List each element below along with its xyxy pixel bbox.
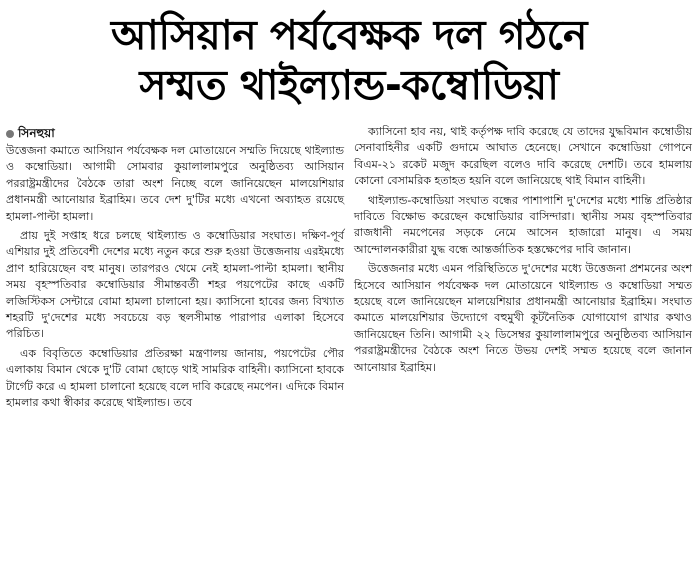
newspaper-clipping [0,10,698,565]
paragraph: এক বিবৃতিতে কম্বোডিয়ার প্রতিরক্ষা মন্ত্রণালয় জানায়, পয়পেটের পৌর এলাকায় বিমান থেকে দু'টি বোমা ছোড়ে থাই সামরিক বাহিনী। ক্যাসিনো হাবকে টার্গেট করে এ হামলা চালানো হয়েছে বলে দাবি করেছে নমপেন। এদিকে বিমান হামলার কথা স্বীকার করেছে থাইল্যান্ড। তবে [6,346,344,410]
byline [6,124,344,142]
paragraph: উত্তেজনার মধ্যে এমন পরিস্থিতিতে দু'দেশের মধ্যে উত্তেজনা প্রশমনের অংশ হিসেবে আসিয়ান পর্যবেক্ষক দল মোতায়েনে থাইল্যান্ড ও কম্বোডিয়া সম্মত হয়েছে বলে জানিয়েছেন মালয়েশিয়ার প্রধানমন্ত্রী আনোয়ার ইব্রাহিম। সংঘাত কমাতে মালয়েশিয়ার উদ্যোগে বহুমুখী কূটনৈতিক যোগাযোগ রাখার কথাও জানিয়েছেন তিনি। আগামী ২২ ডিসেম্বর কুয়ালালামপুরে অনুষ্ঠিতব্য আসিয়ান পররাষ্ট্রমন্ত্রীদের বৈঠকে অংশ নিতে উভয় দেশই সম্মত হয়েছে বলে জানান আনোয়ার ইব্রাহিম। [354,262,692,374]
paragraph: উত্তেজনা কমাতে আসিয়ান পর্যবেক্ষক দল মোতায়েনে সম্মতি দিয়েছে থাইল্যান্ড ও কম্বোডিয়া। আগামী সোমবার কুয়ালালামপুরে অনুষ্ঠিতব্য আসিয়ান পররাষ্ট্রমন্ত্রীদের বৈঠকে তারা অংশ নিচ্ছে বলে জানিয়েছেন মালয়েশিয়ার প্রধানমন্ত্রী আনোয়ার ইব্রাহিম। তবে দেশ দু'টির মধ্যে এখনো অব্যাহত রয়েছে হামলা-পাল্টা হামলা। [6,144,344,223]
headline-line-2: সম্মত থাইল্যান্ড-কম্বোডিয়া [139,61,559,109]
article-body [6,124,692,415]
paragraph: ক্যাসিনো হাব নয়, থাই কর্তৃপক্ষ দাবি করেছে যে তাদের যুদ্ধবিমান কম্বোডীয় সেনাবাহিনীর একটি গুদামে আঘাত হেনেছে। সেখানে কম্বোডিয়া গোপনে বিএম-২১ রকেট মজুদ করেছিল বলেও দাবি করেছে দেশটি। তবে হামলায় কোনো বেসামরিক হতাহত হয়নি বলে জানিয়েছে থাই বিমান বাহিনী। [354,125,692,188]
paragraph: থাইল্যান্ড-কম্বোডিয়া সংঘাত বন্ধের পাশাপাশি দু'দেশের মধ্যে শান্তি প্রতিষ্ঠার দাবিতে বিক্ষোভ করেছেন কম্বোডিয়ার বাসিন্দারা। স্থানীয় সময় বৃহস্পতিবার রাজধানী নমপেনের সড়কে নেমে আসেন হাজারো মানুষ। এ সময় আন্দোলনকারীরা যুদ্ধ বন্ধে আন্তর্জাতিক হস্তক্ষেপের দাবি জানান। [354,193,692,256]
paragraph: প্রায় দুই সপ্তাহ ধরে চলছে থাইল্যান্ড ও কম্বোডিয়ার সংঘাত। দক্ষিণ-পূর্ব এশিয়ার দুই প্রতিবেশী দেশের মধ্যে নতুন করে শুরু হওয়া উত্তেজনায় এরইমধ্যে প্রাণ হারিয়েছেন বহু মানুষ। তারপরও থেমে নেই হামলা-পাল্টা হামলা। স্থানীয় সময় বৃহস্পতিবার কম্বোডিয়ার সীমান্তবর্তী শহর পয়পেটের কাছে একটি লজিস্টিকস সেন্টারে বোমা হামলা চালানো হয়। ক্যাসিনো হাবের জন্য বিখ্যাত শহরটি দু'দেশের মধ্যে সবচেয়ে বড় স্থলসীমান্ত পারাপার এলাকা হিসেবে পরিচিত। [6,229,344,341]
bullet-icon [6,130,14,138]
byline-text: সিনহুয়া [18,126,55,140]
right-column [354,124,692,415]
left-column [6,124,344,415]
headline-line-1: আসিয়ান পর্যবেক্ষক দল গঠনে [111,11,587,59]
